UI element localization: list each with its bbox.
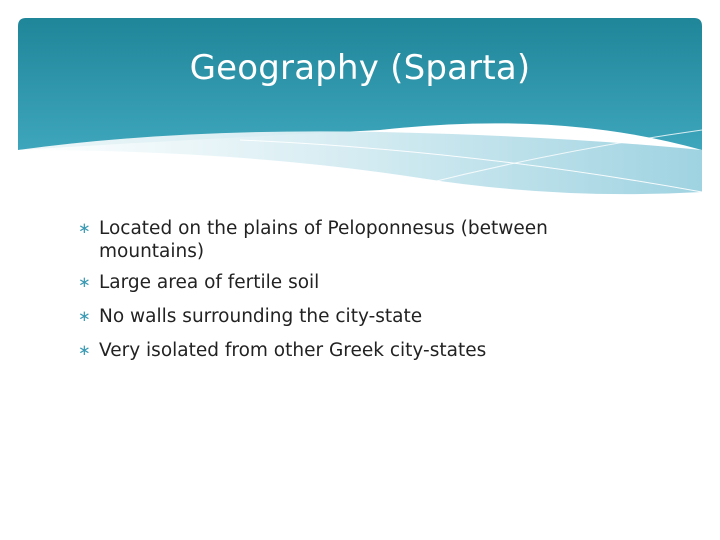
bullet-asterisk-icon: ∗ [78, 307, 91, 325]
bullet-text: No walls surrounding the city-state [99, 306, 423, 327]
bullet-asterisk-icon: ∗ [78, 341, 91, 359]
bullet-item [78, 217, 638, 263]
bullet-text: Very isolated from other Greek city-states [99, 340, 487, 361]
bullet-item [78, 305, 638, 328]
bullet-item [78, 271, 638, 294]
bullet-asterisk-icon: ∗ [78, 219, 91, 237]
header-wave-light [18, 131, 702, 194]
header-banner [0, 0, 720, 220]
bullet-item [78, 339, 638, 362]
slide-title: Geography (Sparta) [189, 48, 531, 88]
bullet-asterisk-icon: ∗ [78, 273, 91, 291]
bullet-text: Located on the plains of Peloponnesus (between mountains) [99, 218, 548, 262]
bullet-list [78, 214, 638, 373]
bullet-text: Large area of fertile soil [99, 272, 320, 293]
